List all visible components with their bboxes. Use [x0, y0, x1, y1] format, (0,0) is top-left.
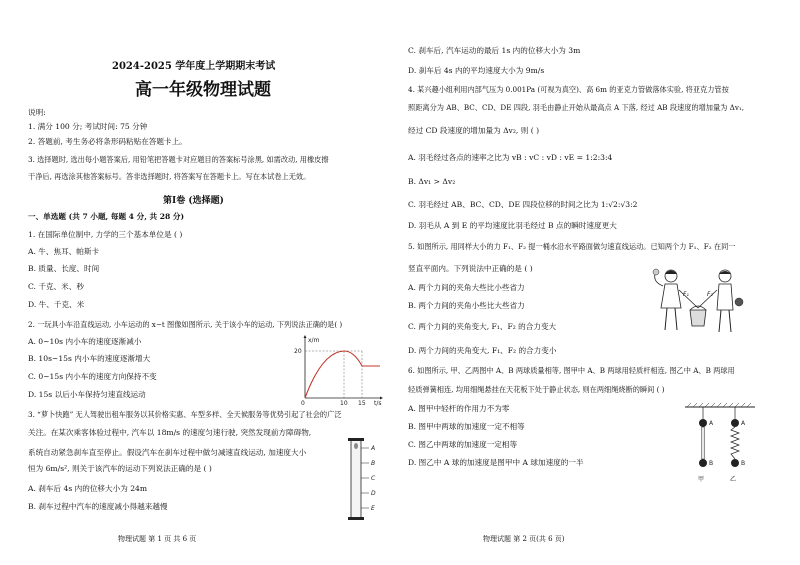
q3-option-b: B. 刹车过程中汽车的速度减小得越来越慢	[28, 502, 168, 511]
q5-option-b: B. 两个力间的夹角小些比大些省力	[408, 301, 525, 310]
q2-option-d: D. 15s 以后小车保持匀速直线运动	[28, 390, 146, 399]
tube-label-b: B	[371, 460, 376, 467]
q5-line-1: 5. 如图所示, 用同样大小的力 F₁、F₂ 提一桶水沿水平路面做匀速直线运动。已知两个力 F₁、F₂ 在同一	[408, 242, 736, 251]
q5-option-d: D. 两个力间的夹角变大, F₁、F₂ 的合力变小	[408, 346, 557, 355]
force-f2-label: F₂	[707, 291, 713, 298]
q4-option-a: A. 羽毛经过各点的速率之比为 vB : vC : vD : vE = 1:2:3:4	[408, 153, 613, 162]
q4-option-b: B. Δv₁ > Δv₂	[408, 177, 456, 186]
q5-line-2: 竖直平面内。下列说法中正确的是 ( )	[408, 264, 533, 273]
q5-option-c: C. 两个力间的夹角变大, F₁、F₂ 的合力变大	[408, 322, 557, 331]
xt-x-label: t/s	[374, 400, 382, 407]
q6-option-c: C. 图乙中两球的加速度一定相等	[408, 440, 518, 449]
jia-ball-b	[699, 459, 707, 467]
yi-ball-b	[731, 459, 739, 467]
jia-ball-a-label: A	[709, 420, 714, 427]
note-1: 1. 满分 100 分; 考试时间: 75 分钟	[28, 122, 148, 131]
feather-icon	[354, 443, 358, 449]
force-f1-label: F₁	[683, 291, 689, 298]
page-1-footer: 物理试题 第 1 页 共 6 页	[118, 535, 197, 543]
bucket-icon	[690, 310, 706, 326]
xt-x-tick-0: 0	[301, 400, 305, 407]
q3-option-d: D. 刹车后 4s 内的平均速度大小为 9m/s	[408, 66, 545, 75]
note-2: 2. 答题前, 考生务必将条形码粘贴在答题卡上。	[28, 137, 187, 146]
q4-option-c: C. 羽毛经过 AB、BC、CD、DE 四段位移的时间之比为 1:√2:√3:2	[408, 200, 638, 209]
tube-label-c: C	[371, 475, 376, 482]
kids-carrying-bucket-figure	[653, 266, 743, 340]
exam-page-2	[400, 0, 800, 565]
light-rod	[702, 427, 704, 459]
q4-line-1: 4. 某兴趣小组利用内部气压为 0.001Pa (可视为真空)、高 6m 的亚克力管做落体实验, 将亚克力管按	[408, 85, 729, 94]
figure-label-jia: 甲	[698, 476, 705, 483]
jia-ball-b-label: B	[709, 460, 714, 467]
q5-option-a: A. 两个力间的夹角大些比小些省力	[408, 283, 525, 292]
jia-ball-a	[699, 419, 707, 427]
xt-x-tick-10: 10	[340, 400, 348, 407]
q6-option-d: D. 图乙中 A 球的加速度是图甲中 A 球加速度的一半	[408, 458, 584, 467]
q6-option-a: A. 图甲中轻杆的作用力不为零	[408, 404, 510, 413]
section-title: 第Ⅰ卷 (选择题)	[163, 196, 224, 206]
notes-title: 说明:	[28, 108, 46, 117]
tube-label-a: A	[371, 445, 376, 452]
light-spring	[731, 427, 739, 459]
q4-line-2: 照距离分为 AB、BC、CD、DE 四段, 羽毛由静止开始从最高点 A 下落, 经过 AB 段速度的增加量为 Δv₁,	[408, 103, 745, 112]
note-3-cont: 干净后, 再选涂其他答案标号。答非选择题时, 将答案写在答题卡上。写在本试卷上无效。	[28, 172, 311, 181]
exam-title: 高一年级物理试题	[135, 80, 271, 100]
xt-y-tick: 20	[294, 348, 302, 355]
figure-label-yi: 乙	[730, 476, 737, 483]
q1-option-b: B. 质量、长度、时间	[28, 264, 100, 273]
q3-line-3: 系统自动紧急刹车直至停止。假设汽车在刹车过程中做匀减速直线运动, 加速度大小	[28, 448, 307, 457]
yi-ball-b-label: B	[741, 460, 746, 467]
part1-title: 一、单选题 (共 7 小题, 每题 4 分, 共 28 分)	[28, 212, 185, 221]
tube-label-d: D	[371, 490, 376, 497]
q1-option-a: A. 牛、焦耳、帕斯卡	[28, 247, 100, 256]
q2-option-b: B. 10s~15s 内小车的速度逐渐增大	[28, 354, 151, 363]
q1-option-d: D. 牛、千克、米	[28, 300, 85, 309]
q2-stem: 2. 一玩具小车沿直线运动, 小车运动的 x−t 图像如图所示, 关于该小车的运动, 下列说法正确的是( )	[28, 320, 343, 329]
xt-curve	[305, 351, 380, 398]
q2-option-c: C. 0~15s 内小车的速度方向保持不变	[28, 372, 157, 381]
yi-ball-a	[731, 419, 739, 427]
q3-line-1: 3. “萝卜快跑” 无人驾驶出租车服务以其价格实惠、车型多样、全天候服务等优势引起了社会的广泛	[28, 410, 342, 419]
xt-graph	[290, 336, 385, 407]
page-2-footer: 物理试题 第 2 页(共 6 页)	[483, 535, 565, 543]
q6-line-1: 6. 如图所示, 甲、乙两图中 A、B 两球质量相等, 图甲中 A、B 两球用轻质杆相连, 图乙中 A、B 两球用	[408, 366, 735, 375]
acrylic-tube-figure	[345, 438, 385, 523]
q3-option-c: C. 刹车后, 汽车运动的最后 1s 内的位移大小为 3m	[408, 46, 581, 55]
q3-line-4: 恒为 6m/s², 则关于该汽车的运动下列说法正确的是 ( )	[28, 464, 212, 473]
xt-y-label: x/m	[308, 337, 320, 344]
q4-line-3: 经过 CD 段速度的增加量为 Δv₂, 则 ( )	[408, 126, 540, 135]
q2-option-a: A. 0~10s 内小车的速度逐渐减小	[28, 337, 142, 346]
xt-x-tick-15: 15	[358, 400, 366, 407]
ceiling-icon	[687, 403, 751, 407]
q1-stem: 1. 在国际单位制中, 力学的三个基本单位是 ( )	[28, 230, 183, 239]
q3-option-a: A. 刹车后 4s 内的位移大小为 24m	[28, 484, 148, 493]
q3-line-2: 关注。在某次乘客体验过程中, 汽车以 18m/s 的速度匀速行驶, 突然发现前方障碍物,	[28, 428, 312, 437]
exam-header: 2024-2025 学年度上学期期末考试	[112, 61, 276, 72]
tube-label-e: E	[371, 505, 375, 512]
q6-line-2: 轻质弹簧相连, 均用细绳悬挂在天花板下处于静止状态, 则在两细绳烧断的瞬间 ( )	[408, 385, 665, 394]
acrylic-tube	[351, 440, 361, 518]
note-3: 3. 选择题时, 选出每小题答案后, 用铅笔把答题卡对应题目的答案标号涂黑, 如需改动, 用橡皮擦	[28, 155, 329, 164]
yi-ball-a-label: A	[741, 420, 746, 427]
rod-spring-figure	[685, 403, 755, 485]
q6-option-b: B. 图甲中两球的加速度一定不相等	[408, 422, 525, 431]
q1-option-c: C. 千克、米、秒	[28, 282, 84, 291]
q4-option-d: D. 羽毛从 A 到 E 的平均速度比羽毛经过 B 点的瞬时速度更大	[408, 221, 617, 230]
